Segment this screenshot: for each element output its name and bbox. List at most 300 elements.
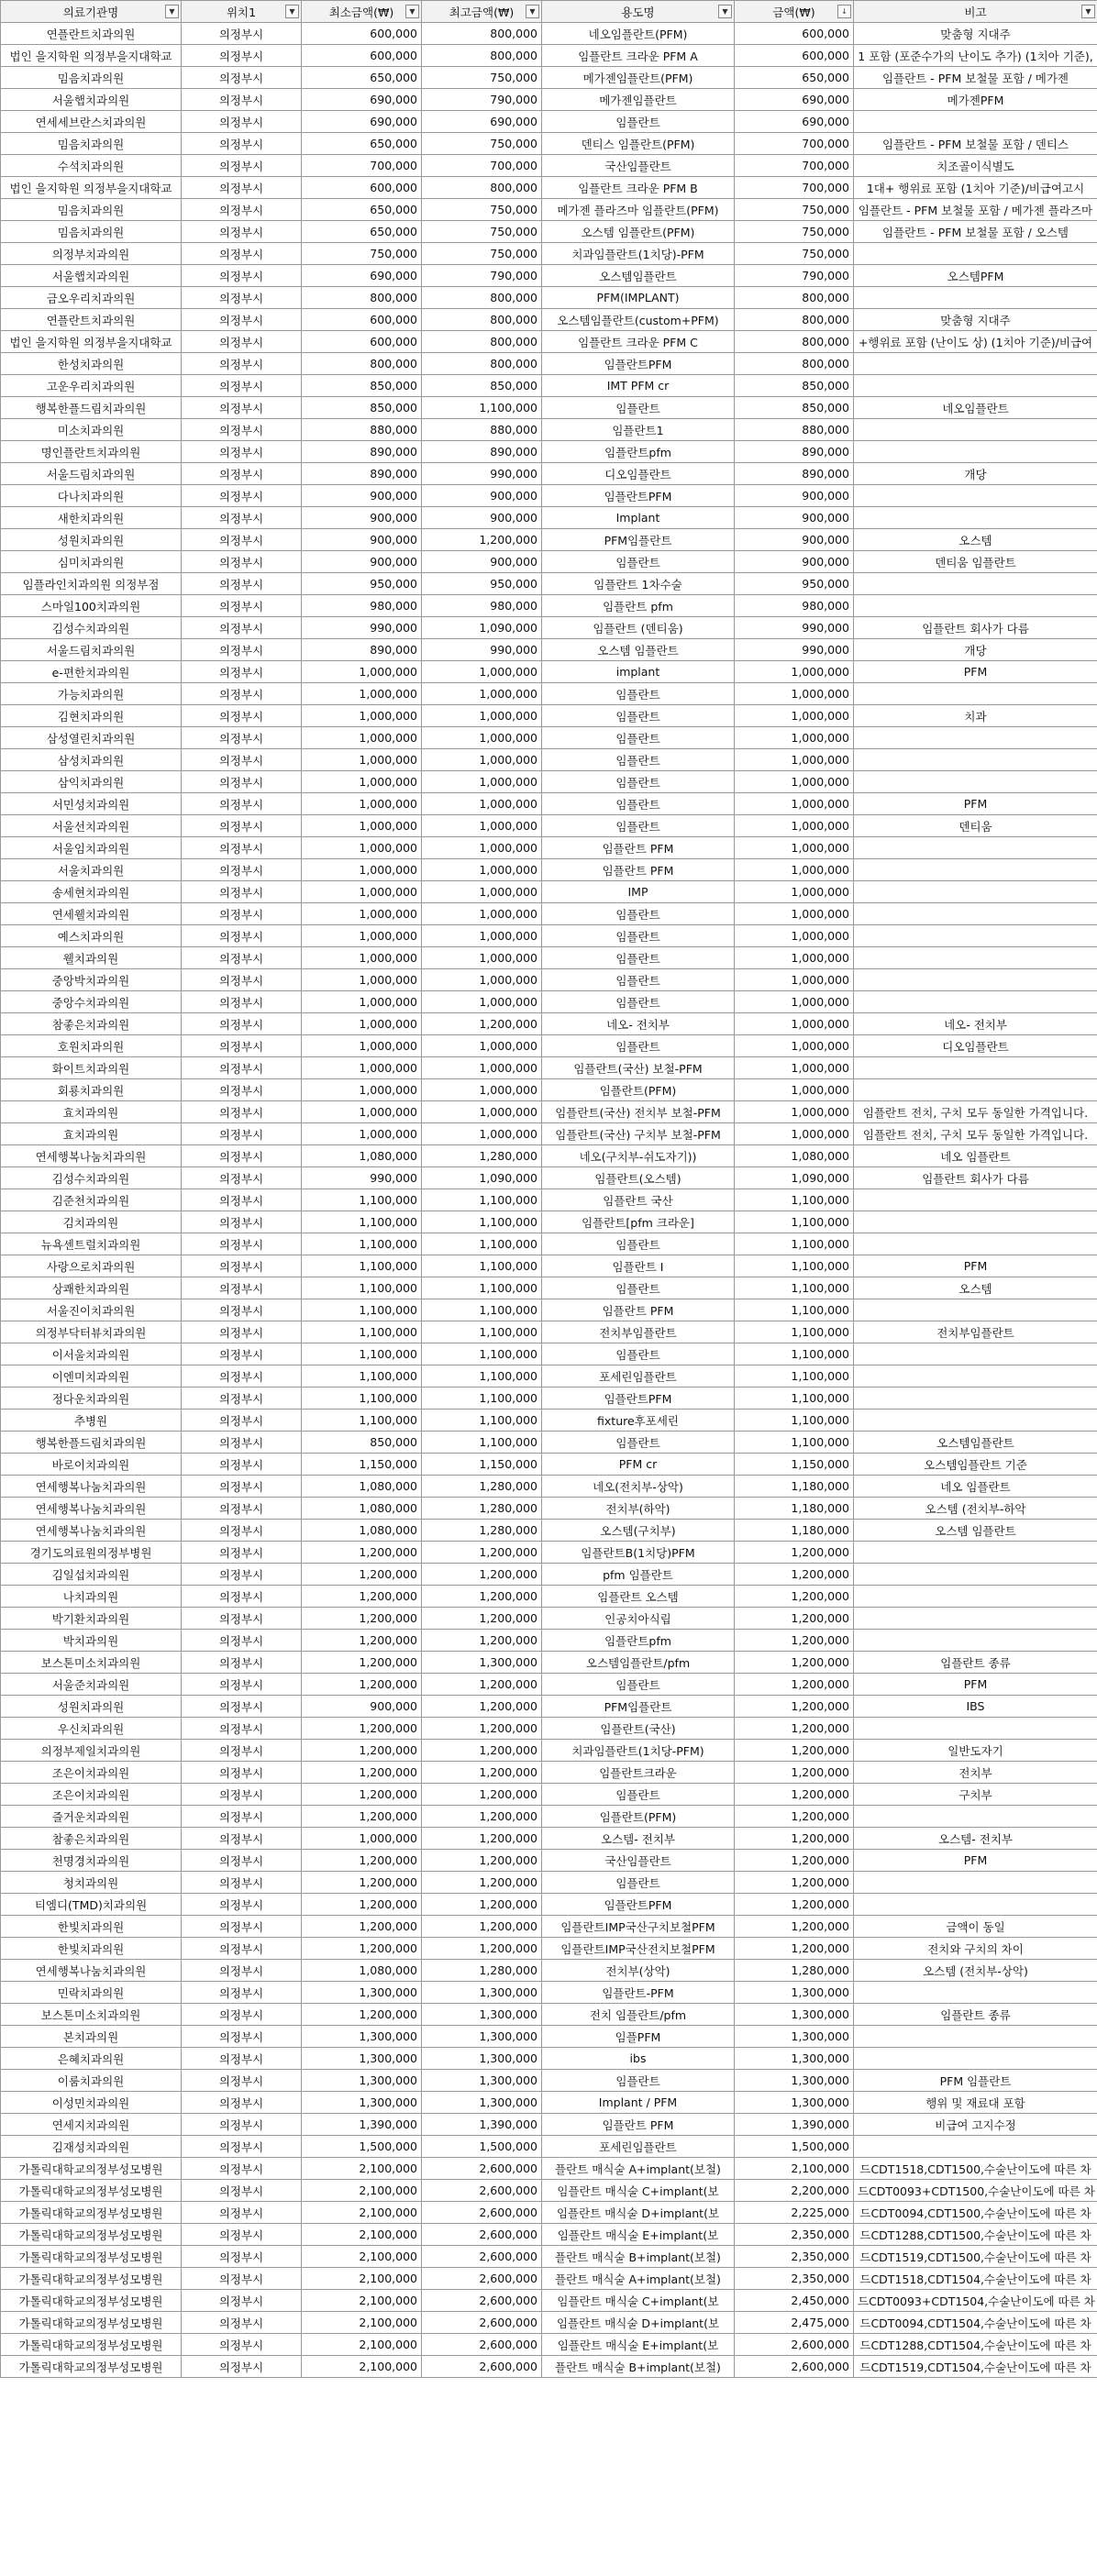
cell-location[interactable]: 의정부시: [182, 727, 302, 749]
cell-institution[interactable]: 조은이치과의원: [1, 1784, 182, 1806]
cell-max-price[interactable]: 800,000: [422, 353, 542, 375]
cell-location[interactable]: 의정부시: [182, 1894, 302, 1916]
cell-institution[interactable]: 서울드림치과의원: [1, 639, 182, 661]
cell-location[interactable]: 의정부시: [182, 485, 302, 507]
cell-amount[interactable]: 790,000: [735, 265, 854, 287]
cell-min-price[interactable]: 1,000,000: [302, 925, 422, 947]
cell-amount[interactable]: 2,200,000: [735, 2180, 854, 2202]
cell-amount[interactable]: 1,100,000: [735, 1343, 854, 1365]
cell-remarks[interactable]: [854, 1410, 1097, 1432]
cell-remarks[interactable]: 임플란트 - PFM 보철물 포함 / 메가젠: [854, 67, 1097, 89]
cell-institution[interactable]: 추병원: [1, 1410, 182, 1432]
cell-amount[interactable]: 1,100,000: [735, 1233, 854, 1255]
cell-remarks[interactable]: [854, 1982, 1097, 2004]
cell-item-name[interactable]: 국산임플란트: [542, 155, 735, 177]
cell-min-price[interactable]: 690,000: [302, 111, 422, 133]
cell-item-name[interactable]: 임플란트크라운: [542, 1762, 735, 1784]
cell-amount[interactable]: 1,000,000: [735, 1035, 854, 1057]
cell-max-price[interactable]: 1,300,000: [422, 1982, 542, 2004]
cell-remarks[interactable]: [854, 903, 1097, 925]
cell-amount[interactable]: 1,000,000: [735, 1013, 854, 1035]
cell-remarks[interactable]: [854, 353, 1097, 375]
cell-remarks[interactable]: 임플란트 전치, 구치 모두 동일한 가격입니다.: [854, 1123, 1097, 1145]
cell-remarks[interactable]: [854, 1189, 1097, 1211]
cell-institution[interactable]: 연세웰치과의원: [1, 903, 182, 925]
cell-amount[interactable]: 1,000,000: [735, 683, 854, 705]
cell-institution[interactable]: 뉴욕센트럴치과의원: [1, 1233, 182, 1255]
cell-location[interactable]: 의정부시: [182, 1321, 302, 1343]
cell-amount[interactable]: 600,000: [735, 23, 854, 45]
cell-location[interactable]: 의정부시: [182, 1872, 302, 1894]
cell-location[interactable]: 의정부시: [182, 331, 302, 353]
cell-item-name[interactable]: 임플란트: [542, 2070, 735, 2092]
cell-max-price[interactable]: 1,100,000: [422, 397, 542, 419]
cell-item-name[interactable]: 네오(전치부-상악): [542, 1476, 735, 1498]
cell-item-name[interactable]: 임플란트: [542, 111, 735, 133]
cell-location[interactable]: 의정부시: [182, 1343, 302, 1365]
cell-location[interactable]: 의정부시: [182, 1255, 302, 1277]
cell-max-price[interactable]: 1,200,000: [422, 1762, 542, 1784]
cell-min-price[interactable]: 1,100,000: [302, 1410, 422, 1432]
cell-institution[interactable]: 성원치과의원: [1, 529, 182, 551]
cell-institution[interactable]: 중앙수치과의원: [1, 991, 182, 1013]
cell-max-price[interactable]: 2,600,000: [422, 2202, 542, 2224]
cell-remarks[interactable]: 전치와 구치의 차이: [854, 1938, 1097, 1960]
cell-location[interactable]: 의정부시: [182, 1277, 302, 1299]
cell-institution[interactable]: 이룸치과의원: [1, 2070, 182, 2092]
cell-item-name[interactable]: 임플란트: [542, 903, 735, 925]
cell-remarks[interactable]: [854, 925, 1097, 947]
cell-min-price[interactable]: 1,200,000: [302, 1586, 422, 1608]
cell-min-price[interactable]: 1,000,000: [302, 705, 422, 727]
cell-institution[interactable]: 서울드림치과의원: [1, 463, 182, 485]
cell-max-price[interactable]: 1,200,000: [422, 1806, 542, 1828]
cell-location[interactable]: 의정부시: [182, 2180, 302, 2202]
cell-max-price[interactable]: 1,100,000: [422, 1365, 542, 1388]
cell-min-price[interactable]: 600,000: [302, 309, 422, 331]
cell-item-name[interactable]: 임플란트: [542, 1432, 735, 1454]
cell-amount[interactable]: 2,350,000: [735, 2224, 854, 2246]
cell-item-name[interactable]: 전치부임플란트: [542, 1321, 735, 1343]
cell-max-price[interactable]: 1,200,000: [422, 1894, 542, 1916]
cell-location[interactable]: 의정부시: [182, 2158, 302, 2180]
cell-location[interactable]: 의정부시: [182, 2004, 302, 2026]
cell-item-name[interactable]: 오스템 임플란트(PFM): [542, 221, 735, 243]
cell-remarks[interactable]: 비급여 고지수정: [854, 2114, 1097, 2136]
cell-min-price[interactable]: 1,200,000: [302, 1872, 422, 1894]
cell-institution[interactable]: 티엠디(TMD)치과의원: [1, 1894, 182, 1916]
cell-location[interactable]: 의정부시: [182, 353, 302, 375]
cell-item-name[interactable]: 임플란트B(1치당)PFM: [542, 1542, 735, 1564]
cell-amount[interactable]: 800,000: [735, 353, 854, 375]
cell-institution[interactable]: 삼익치과의원: [1, 771, 182, 793]
cell-amount[interactable]: 1,200,000: [735, 1630, 854, 1652]
cell-min-price[interactable]: 890,000: [302, 639, 422, 661]
cell-item-name[interactable]: 플란트 매식술 B+implant(보철): [542, 2356, 735, 2378]
cell-item-name[interactable]: ibs: [542, 2048, 735, 2070]
cell-min-price[interactable]: 1,000,000: [302, 661, 422, 683]
cell-max-price[interactable]: 1,000,000: [422, 727, 542, 749]
cell-min-price[interactable]: 990,000: [302, 1167, 422, 1189]
cell-min-price[interactable]: 1,100,000: [302, 1321, 422, 1343]
cell-remarks[interactable]: 임플란트 - PFM 보철물 포함 / 오스템: [854, 221, 1097, 243]
cell-remarks[interactable]: [854, 287, 1097, 309]
cell-institution[interactable]: 효치과의원: [1, 1101, 182, 1123]
cell-amount[interactable]: 2,600,000: [735, 2356, 854, 2378]
cell-location[interactable]: 의정부시: [182, 1652, 302, 1674]
cell-institution[interactable]: 김재성치과의원: [1, 2136, 182, 2158]
cell-amount[interactable]: 690,000: [735, 111, 854, 133]
cell-location[interactable]: 의정부시: [182, 2312, 302, 2334]
cell-remarks[interactable]: [854, 1233, 1097, 1255]
cell-min-price[interactable]: 1,300,000: [302, 1982, 422, 2004]
cell-institution[interactable]: 밈음치과의원: [1, 67, 182, 89]
cell-remarks[interactable]: PFM: [854, 793, 1097, 815]
cell-institution[interactable]: 가톨릭대학교의정부성모병원: [1, 2312, 182, 2334]
cell-min-price[interactable]: 1,000,000: [302, 1123, 422, 1145]
cell-min-price[interactable]: 1,100,000: [302, 1233, 422, 1255]
cell-amount[interactable]: 2,600,000: [735, 2334, 854, 2356]
cell-amount[interactable]: 900,000: [735, 507, 854, 529]
cell-max-price[interactable]: 1,280,000: [422, 1145, 542, 1167]
cell-institution[interactable]: 한성치과의원: [1, 353, 182, 375]
cell-max-price[interactable]: 1,280,000: [422, 1476, 542, 1498]
cell-min-price[interactable]: 1,100,000: [302, 1255, 422, 1277]
cell-item-name[interactable]: 덴티스 임플란트(PFM): [542, 133, 735, 155]
cell-min-price[interactable]: 950,000: [302, 573, 422, 595]
cell-max-price[interactable]: 900,000: [422, 551, 542, 573]
cell-amount[interactable]: 1,000,000: [735, 661, 854, 683]
cell-remarks[interactable]: 드CDT1288,CDT1500,수술난이도에 따른 차: [854, 2224, 1097, 2246]
filter-dropdown-icon[interactable]: ▼: [165, 5, 179, 18]
cell-min-price[interactable]: 1,080,000: [302, 1960, 422, 1982]
cell-min-price[interactable]: 1,200,000: [302, 1894, 422, 1916]
cell-location[interactable]: 의정부시: [182, 1630, 302, 1652]
cell-institution[interactable]: 삼성열린치과의원: [1, 727, 182, 749]
cell-amount[interactable]: 1,100,000: [735, 1388, 854, 1410]
cell-max-price[interactable]: 1,200,000: [422, 1013, 542, 1035]
cell-amount[interactable]: 950,000: [735, 573, 854, 595]
cell-institution[interactable]: 박기환치과의원: [1, 1608, 182, 1630]
cell-max-price[interactable]: 1,100,000: [422, 1343, 542, 1365]
cell-item-name[interactable]: 포세린임플란트: [542, 2136, 735, 2158]
cell-location[interactable]: 의정부시: [182, 1101, 302, 1123]
cell-location[interactable]: 의정부시: [182, 221, 302, 243]
cell-max-price[interactable]: 1,000,000: [422, 749, 542, 771]
cell-location[interactable]: 의정부시: [182, 1520, 302, 1542]
cell-location[interactable]: 의정부시: [182, 1013, 302, 1035]
cell-institution[interactable]: 의정부치과의원: [1, 243, 182, 265]
cell-max-price[interactable]: 750,000: [422, 67, 542, 89]
cell-amount[interactable]: 1,100,000: [735, 1321, 854, 1343]
cell-location[interactable]: 의정부시: [182, 1454, 302, 1476]
cell-institution[interactable]: 이엔미치과의원: [1, 1365, 182, 1388]
cell-institution[interactable]: 의정부닥터뷰치과의원: [1, 1321, 182, 1343]
cell-max-price[interactable]: 1,200,000: [422, 1674, 542, 1696]
cell-max-price[interactable]: 800,000: [422, 331, 542, 353]
cell-location[interactable]: 의정부시: [182, 529, 302, 551]
cell-institution[interactable]: 수석치과의원: [1, 155, 182, 177]
cell-institution[interactable]: 정다운치과의원: [1, 1388, 182, 1410]
cell-min-price[interactable]: 600,000: [302, 23, 422, 45]
cell-item-name[interactable]: 전치부(상악): [542, 1960, 735, 1982]
cell-remarks[interactable]: 디오임플란트: [854, 1035, 1097, 1057]
cell-remarks[interactable]: [854, 881, 1097, 903]
cell-min-price[interactable]: 1,100,000: [302, 1277, 422, 1299]
cell-item-name[interactable]: 임플란트 1차수술: [542, 573, 735, 595]
cell-max-price[interactable]: 1,000,000: [422, 1079, 542, 1101]
cell-item-name[interactable]: 임플란트(국산) 구치부 보철-PFM: [542, 1123, 735, 1145]
cell-institution[interactable]: 가톨릭대학교의정부성모병원: [1, 2158, 182, 2180]
cell-min-price[interactable]: 1,200,000: [302, 1740, 422, 1762]
cell-max-price[interactable]: 1,000,000: [422, 705, 542, 727]
cell-institution[interactable]: 서울햅치과의원: [1, 265, 182, 287]
cell-max-price[interactable]: 1,300,000: [422, 2092, 542, 2114]
cell-min-price[interactable]: 900,000: [302, 529, 422, 551]
cell-institution[interactable]: 회룡치과의원: [1, 1079, 182, 1101]
cell-min-price[interactable]: 1,200,000: [302, 1718, 422, 1740]
cell-max-price[interactable]: 990,000: [422, 639, 542, 661]
cell-min-price[interactable]: 1,000,000: [302, 683, 422, 705]
cell-min-price[interactable]: 800,000: [302, 287, 422, 309]
cell-remarks[interactable]: 개당: [854, 639, 1097, 661]
cell-amount[interactable]: 700,000: [735, 155, 854, 177]
cell-item-name[interactable]: 임플란트(국산): [542, 1718, 735, 1740]
cell-min-price[interactable]: 850,000: [302, 397, 422, 419]
cell-item-name[interactable]: 임플란트: [542, 749, 735, 771]
cell-institution[interactable]: 화이트치과의원: [1, 1057, 182, 1079]
cell-max-price[interactable]: 1,200,000: [422, 1740, 542, 1762]
filter-dropdown-icon[interactable]: ▼: [526, 5, 539, 18]
cell-item-name[interactable]: 임플란트PFM: [542, 485, 735, 507]
cell-max-price[interactable]: 1,100,000: [422, 1189, 542, 1211]
cell-min-price[interactable]: 1,300,000: [302, 2070, 422, 2092]
cell-remarks[interactable]: [854, 111, 1097, 133]
cell-remarks[interactable]: [854, 1894, 1097, 1916]
cell-institution[interactable]: 천명경치과의원: [1, 1850, 182, 1872]
cell-item-name[interactable]: 포세린임플란트: [542, 1365, 735, 1388]
cell-institution[interactable]: 이서울치과의원: [1, 1343, 182, 1365]
cell-institution[interactable]: 가톨릭대학교의정부성모병원: [1, 2224, 182, 2246]
cell-institution[interactable]: 민락치과의원: [1, 1982, 182, 2004]
cell-max-price[interactable]: 800,000: [422, 177, 542, 199]
cell-amount[interactable]: 1,300,000: [735, 2026, 854, 2048]
cell-institution[interactable]: 서울임치과의원: [1, 837, 182, 859]
cell-institution[interactable]: 연플란트치과의원: [1, 309, 182, 331]
cell-remarks[interactable]: [854, 573, 1097, 595]
cell-remarks[interactable]: [854, 859, 1097, 881]
cell-location[interactable]: 의정부시: [182, 837, 302, 859]
cell-min-price[interactable]: 1,100,000: [302, 1189, 422, 1211]
cell-item-name[interactable]: 임플란트: [542, 1872, 735, 1894]
cell-item-name[interactable]: 메가젠임플란트(PFM): [542, 67, 735, 89]
cell-remarks[interactable]: [854, 2026, 1097, 2048]
cell-institution[interactable]: 웰치과의원: [1, 947, 182, 969]
cell-max-price[interactable]: 1,100,000: [422, 1277, 542, 1299]
cell-remarks[interactable]: [854, 1211, 1097, 1233]
cell-max-price[interactable]: 2,600,000: [422, 2246, 542, 2268]
cell-item-name[interactable]: 메가젠 플라즈마 임플란트(PFM): [542, 199, 735, 221]
cell-location[interactable]: 의정부시: [182, 1365, 302, 1388]
cell-remarks[interactable]: [854, 419, 1097, 441]
cell-institution[interactable]: 서민성치과의원: [1, 793, 182, 815]
cell-amount[interactable]: 1,000,000: [735, 925, 854, 947]
cell-amount[interactable]: 1,000,000: [735, 1101, 854, 1123]
cell-location[interactable]: 의정부시: [182, 177, 302, 199]
cell-min-price[interactable]: 1,080,000: [302, 1520, 422, 1542]
cell-max-price[interactable]: 1,000,000: [422, 903, 542, 925]
cell-min-price[interactable]: 1,000,000: [302, 1079, 422, 1101]
cell-amount[interactable]: 1,100,000: [735, 1189, 854, 1211]
cell-item-name[interactable]: 임플란트: [542, 771, 735, 793]
cell-location[interactable]: 의정부시: [182, 1476, 302, 1498]
cell-max-price[interactable]: 1,000,000: [422, 947, 542, 969]
cell-item-name[interactable]: IMP: [542, 881, 735, 903]
cell-item-name[interactable]: 오스템(구치부): [542, 1520, 735, 1542]
cell-location[interactable]: 의정부시: [182, 1828, 302, 1850]
cell-amount[interactable]: 1,300,000: [735, 2070, 854, 2092]
cell-remarks[interactable]: [854, 1806, 1097, 1828]
cell-item-name[interactable]: 임플란트: [542, 793, 735, 815]
cell-amount[interactable]: 1,200,000: [735, 1916, 854, 1938]
cell-amount[interactable]: 1,000,000: [735, 705, 854, 727]
cell-remarks[interactable]: 드CDT1519,CDT1500,수술난이도에 따른 차: [854, 2246, 1097, 2268]
cell-max-price[interactable]: 1,000,000: [422, 1123, 542, 1145]
filter-dropdown-icon[interactable]: ▼: [285, 5, 299, 18]
cell-amount[interactable]: 750,000: [735, 221, 854, 243]
cell-institution[interactable]: 금오우리치과의원: [1, 287, 182, 309]
cell-max-price[interactable]: 750,000: [422, 133, 542, 155]
cell-item-name[interactable]: PFM(IMPLANT): [542, 287, 735, 309]
cell-institution[interactable]: 가톨릭대학교의정부성모병원: [1, 2246, 182, 2268]
cell-item-name[interactable]: 임플란트 크라운 PFM C: [542, 331, 735, 353]
cell-remarks[interactable]: 오스템 (전치부-상악): [854, 1960, 1097, 1982]
cell-amount[interactable]: 1,200,000: [735, 1586, 854, 1608]
cell-max-price[interactable]: 1,000,000: [422, 1035, 542, 1057]
cell-remarks[interactable]: [854, 947, 1097, 969]
cell-max-price[interactable]: 880,000: [422, 419, 542, 441]
cell-amount[interactable]: 990,000: [735, 617, 854, 639]
cell-remarks[interactable]: [854, 2136, 1097, 2158]
cell-min-price[interactable]: 2,100,000: [302, 2246, 422, 2268]
cell-min-price[interactable]: 900,000: [302, 507, 422, 529]
cell-remarks[interactable]: [854, 837, 1097, 859]
cell-min-price[interactable]: 1,000,000: [302, 881, 422, 903]
cell-item-name[interactable]: 오스템임플란트(custom+PFM): [542, 309, 735, 331]
cell-item-name[interactable]: 임플PFM: [542, 2026, 735, 2048]
cell-location[interactable]: 의정부시: [182, 1410, 302, 1432]
cell-min-price[interactable]: 600,000: [302, 45, 422, 67]
cell-location[interactable]: 의정부시: [182, 23, 302, 45]
cell-max-price[interactable]: 750,000: [422, 243, 542, 265]
cell-institution[interactable]: 연세세브란스치과의원: [1, 111, 182, 133]
cell-max-price[interactable]: 1,100,000: [422, 1233, 542, 1255]
cell-remarks[interactable]: 드CDT1518,CDT1500,수술난이도에 따른 차: [854, 2158, 1097, 2180]
cell-location[interactable]: 의정부시: [182, 375, 302, 397]
cell-remarks[interactable]: PFM 임플란트: [854, 2070, 1097, 2092]
cell-amount[interactable]: 2,350,000: [735, 2246, 854, 2268]
cell-remarks[interactable]: 네오임플란트: [854, 397, 1097, 419]
cell-location[interactable]: 의정부시: [182, 1674, 302, 1696]
cell-max-price[interactable]: 980,000: [422, 595, 542, 617]
cell-remarks[interactable]: 임플란트 종류: [854, 1652, 1097, 1674]
cell-remarks[interactable]: 덴티움 임플란트: [854, 551, 1097, 573]
cell-item-name[interactable]: 임플란트-PFM: [542, 1982, 735, 2004]
cell-min-price[interactable]: 890,000: [302, 441, 422, 463]
cell-institution[interactable]: 예스치과의원: [1, 925, 182, 947]
cell-remarks[interactable]: 구치부: [854, 1784, 1097, 1806]
cell-item-name[interactable]: 치과임플란트(1치당)-PFM: [542, 243, 735, 265]
cell-location[interactable]: 의정부시: [182, 1762, 302, 1784]
cell-amount[interactable]: 1,000,000: [735, 1123, 854, 1145]
cell-amount[interactable]: 700,000: [735, 177, 854, 199]
cell-min-price[interactable]: 1,000,000: [302, 991, 422, 1013]
cell-max-price[interactable]: 1,000,000: [422, 837, 542, 859]
cell-amount[interactable]: 1,200,000: [735, 1696, 854, 1718]
cell-remarks[interactable]: 드CDT1518,CDT1504,수술난이도에 따른 차: [854, 2268, 1097, 2290]
cell-amount[interactable]: 690,000: [735, 89, 854, 111]
cell-item-name[interactable]: 임플란트1: [542, 419, 735, 441]
cell-remarks[interactable]: 행위 및 재료대 포함: [854, 2092, 1097, 2114]
cell-max-price[interactable]: 900,000: [422, 485, 542, 507]
cell-institution[interactable]: 명인플란트치과의원: [1, 441, 182, 463]
cell-amount[interactable]: 890,000: [735, 441, 854, 463]
cell-max-price[interactable]: 1,200,000: [422, 1630, 542, 1652]
cell-min-price[interactable]: 1,200,000: [302, 1806, 422, 1828]
cell-max-price[interactable]: 1,200,000: [422, 1850, 542, 1872]
cell-location[interactable]: 의정부시: [182, 1916, 302, 1938]
cell-max-price[interactable]: 2,600,000: [422, 2290, 542, 2312]
cell-max-price[interactable]: 790,000: [422, 89, 542, 111]
cell-item-name[interactable]: 임플란트PFM: [542, 1388, 735, 1410]
cell-location[interactable]: 의정부시: [182, 2026, 302, 2048]
cell-remarks[interactable]: [854, 441, 1097, 463]
cell-item-name[interactable]: 임플란트 PFM: [542, 2114, 735, 2136]
cell-min-price[interactable]: 1,000,000: [302, 1035, 422, 1057]
cell-min-price[interactable]: 1,000,000: [302, 1057, 422, 1079]
cell-max-price[interactable]: 1,280,000: [422, 1498, 542, 1520]
cell-institution[interactable]: 바로이치과의원: [1, 1454, 182, 1476]
cell-remarks[interactable]: [854, 595, 1097, 617]
cell-institution[interactable]: 가톨릭대학교의정부성모병원: [1, 2202, 182, 2224]
cell-max-price[interactable]: 2,600,000: [422, 2158, 542, 2180]
cell-amount[interactable]: 1,200,000: [735, 1894, 854, 1916]
cell-min-price[interactable]: 1,300,000: [302, 2048, 422, 2070]
cell-max-price[interactable]: 950,000: [422, 573, 542, 595]
cell-location[interactable]: 의정부시: [182, 969, 302, 991]
cell-amount[interactable]: 1,200,000: [735, 1872, 854, 1894]
cell-min-price[interactable]: 1,000,000: [302, 815, 422, 837]
cell-min-price[interactable]: 1,100,000: [302, 1211, 422, 1233]
filter-dropdown-icon[interactable]: ▼: [405, 5, 419, 18]
cell-item-name[interactable]: 전치부(하악): [542, 1498, 735, 1520]
cell-amount[interactable]: 1,200,000: [735, 1850, 854, 1872]
cell-institution[interactable]: e-편한치과의원: [1, 661, 182, 683]
cell-max-price[interactable]: 800,000: [422, 23, 542, 45]
cell-max-price[interactable]: 1,200,000: [422, 1872, 542, 1894]
cell-location[interactable]: 의정부시: [182, 287, 302, 309]
cell-item-name[interactable]: 플란트 매식술 A+implant(보철): [542, 2158, 735, 2180]
cell-amount[interactable]: 1,080,000: [735, 1145, 854, 1167]
cell-max-price[interactable]: 1,300,000: [422, 2070, 542, 2092]
cell-location[interactable]: 의정부시: [182, 903, 302, 925]
cell-item-name[interactable]: 임플란트: [542, 1343, 735, 1365]
cell-location[interactable]: 의정부시: [182, 463, 302, 485]
cell-item-name[interactable]: 임플란트 매식술 C+implant(보: [542, 2290, 735, 2312]
cell-location[interactable]: 의정부시: [182, 2334, 302, 2356]
cell-amount[interactable]: 850,000: [735, 397, 854, 419]
cell-institution[interactable]: 임플라인치과의원 의정부점: [1, 573, 182, 595]
